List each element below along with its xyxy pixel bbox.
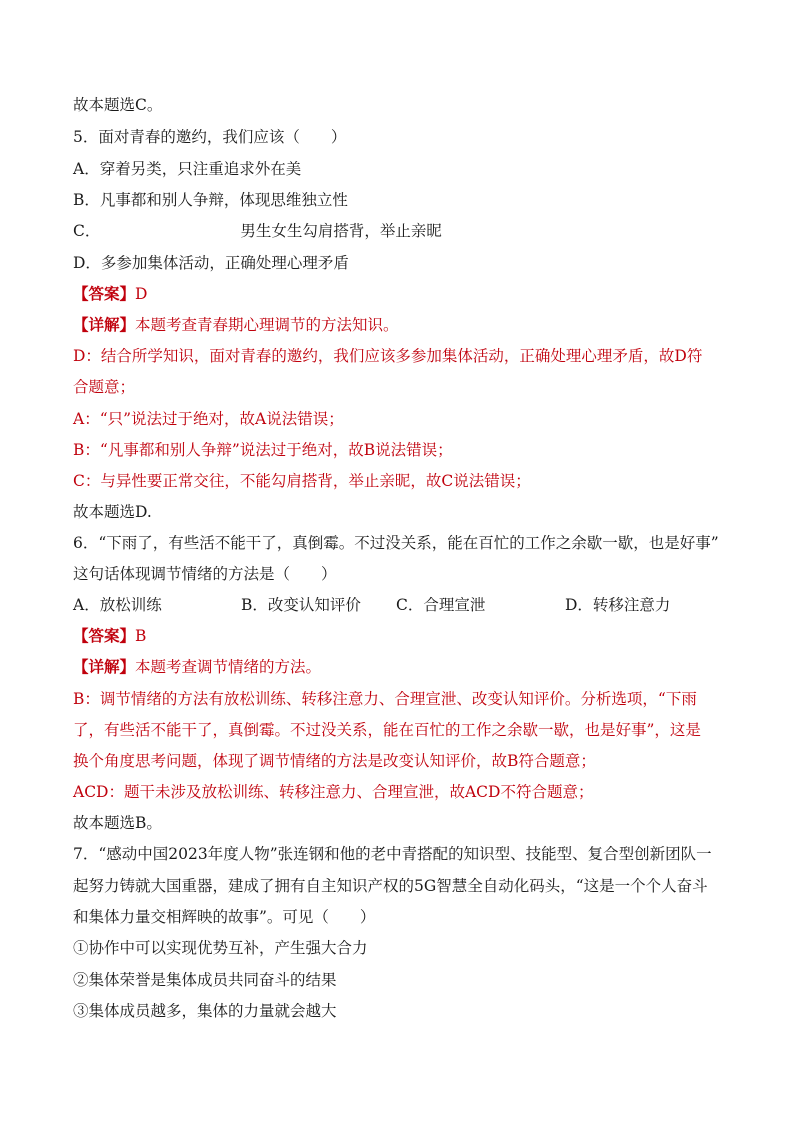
q6-conclusion: 故本题选B。 (73, 814, 162, 832)
answer-value: B (135, 627, 147, 645)
q6-question-line: 这句话体现调节情绪的方法是（ ） (73, 565, 337, 583)
q4-conclusion: 故本题选C。 (73, 96, 163, 114)
q6-analysis-line: 了，有些活不能干了，真倒霉。不过没关系，能在百忙的工作之余歇一歇，也是好事”，这是 (73, 721, 701, 739)
answer-label: 【答案】 (73, 626, 136, 645)
q6-question-line: 6．“下雨了，有些活不能干了，真倒霉。不过没关系，能在百忙的工作之余歇一歇，也是好事” (73, 534, 719, 552)
detail-label: 【详解】 (73, 657, 136, 676)
q5-analysis-line: C：与异性要正常交往，不能勾肩搭背，举止亲昵，故C说法错误； (73, 472, 531, 490)
detail-label: 【详解】 (73, 315, 136, 334)
q5-question: 5．面对青春的邀约，我们应该（ ） (73, 128, 347, 146)
q6-analysis-line: B：调节情绪的方法有放松训练、转移注意力、合理宣泄、改变认知评价。分析选项，“下雨 (73, 690, 697, 708)
q6-answer (73, 626, 146, 646)
q7-question-line: 和集体力量交相辉映的故事”。可见（ ） (73, 908, 376, 926)
q5-analysis-line: D：结合所学知识，面对青春的邀约，我们应该多参加集体活动，正确处理心理矛盾，故D符 (73, 347, 703, 365)
q5-option-c-label: C． (73, 222, 101, 240)
q6-option-a: A．放松训练 (73, 596, 162, 614)
q7-statement: ②集体荣誉是集体成员共同奋斗的结果 (73, 971, 337, 989)
q5-option-b: B．凡事都和别人争辩，体现思维独立性 (73, 191, 348, 209)
q6-options (0, 595, 794, 617)
q5-analysis-line: B：“凡事都和别人争辩”说法过于绝对，故B说法错误； (73, 441, 453, 459)
q5-option-c-text: 男生女生勾肩搭背，举止亲昵 (240, 222, 442, 240)
q5-analysis-line: A：“只”说法过于绝对，故A说法错误； (73, 410, 344, 428)
q6-option-d: D．转移注意力 (565, 596, 671, 614)
q6-analysis-line: 换个角度思考问题，体现了调节情绪的方法是改变认知评价，故B符合题意； (73, 752, 596, 770)
q7-question-line: 起努力铸就大国重器，建成了拥有自主知识产权的5G智慧全自动化码头，“这是一个个人奋斗 (73, 877, 708, 895)
detail-intro: 本题考查青春期心理调节的方法知识。 (135, 316, 399, 334)
q6-option-b: B．改变认知评价 (241, 596, 361, 614)
q7-statement: ③集体成员越多，集体的力量就会越大 (73, 1002, 337, 1020)
q5-analysis-line: 合题意； (73, 378, 136, 396)
q6-detail (73, 657, 321, 677)
q5-option-a: A．穿着另类，只注重追求外在美 (73, 160, 302, 178)
q5-conclusion: 故本题选D. (73, 503, 152, 521)
q5-option-c (73, 221, 442, 241)
q5-option-d: D．多参加集体活动，正确处理心理矛盾 (73, 254, 349, 272)
detail-intro: 本题考查调节情绪的方法。 (135, 658, 322, 676)
q5-answer (73, 284, 147, 304)
q6-option-c: C．合理宣泄 (396, 596, 486, 614)
q5-detail (73, 315, 399, 335)
q7-question-line: 7．“感动中国2023年度人物”张连钢和他的老中青搭配的知识型、技能型、复合型创新团队一 (73, 845, 712, 863)
answer-value: D (135, 285, 148, 303)
q6-analysis-line: ACD：题干未涉及放松训练、转移注意力、合理宣泄，故ACD不符合题意； (73, 783, 594, 801)
q7-statement: ①协作中可以实现优势互补，产生强大合力 (73, 939, 368, 957)
answer-label: 【答案】 (73, 284, 136, 303)
